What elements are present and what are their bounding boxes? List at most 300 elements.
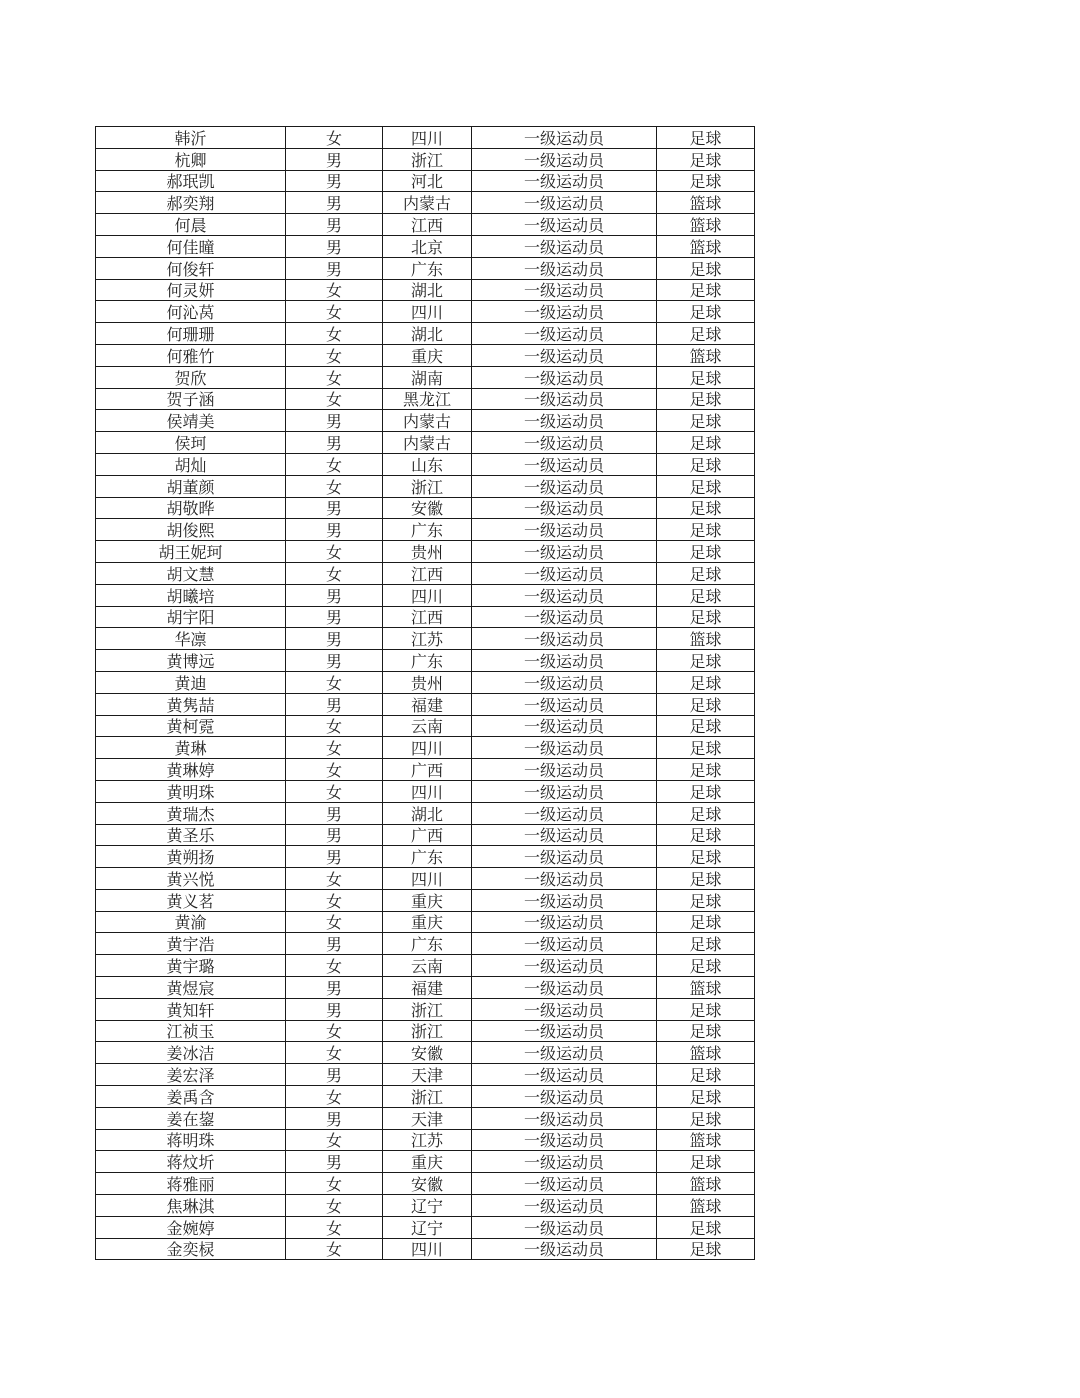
sport-cell: 足球 — [657, 715, 755, 737]
province-cell: 四川 — [383, 301, 472, 323]
athlete-level-cell: 一级运动员 — [472, 1238, 657, 1260]
athlete-name-cell: 黄隽喆 — [96, 693, 286, 715]
athlete-level-cell: 一级运动员 — [472, 889, 657, 911]
athlete-name-cell: 胡俊熙 — [96, 519, 286, 541]
sport-cell: 足球 — [657, 497, 755, 519]
province-cell: 天津 — [383, 1064, 472, 1086]
table-row — [96, 606, 755, 628]
table-row — [96, 933, 755, 955]
table-row — [96, 1238, 755, 1260]
athlete-level-cell: 一级运动员 — [472, 170, 657, 192]
sport-cell: 足球 — [657, 148, 755, 170]
gender-cell: 女 — [286, 127, 383, 149]
table-row — [96, 693, 755, 715]
athlete-name-cell: 黄明珠 — [96, 780, 286, 802]
sport-cell: 足球 — [657, 693, 755, 715]
athlete-name-cell: 黄迪 — [96, 671, 286, 693]
gender-cell: 男 — [286, 933, 383, 955]
athlete-level-cell: 一级运动员 — [472, 693, 657, 715]
province-cell: 湖南 — [383, 366, 472, 388]
sport-cell: 篮球 — [657, 628, 755, 650]
athlete-level-cell: 一级运动员 — [472, 388, 657, 410]
athlete-level-cell: 一级运动员 — [472, 846, 657, 868]
sport-cell: 足球 — [657, 584, 755, 606]
province-cell: 重庆 — [383, 911, 472, 933]
table-row — [96, 868, 755, 890]
table-row — [96, 453, 755, 475]
gender-cell: 男 — [286, 693, 383, 715]
table-row — [96, 759, 755, 781]
athlete-name-cell: 郝珉凯 — [96, 170, 286, 192]
gender-cell: 男 — [286, 1107, 383, 1129]
athlete-name-cell: 韩沂 — [96, 127, 286, 149]
table-row — [96, 235, 755, 257]
province-cell: 湖北 — [383, 802, 472, 824]
athlete-level-cell: 一级运动员 — [472, 933, 657, 955]
table-row — [96, 1173, 755, 1195]
gender-cell: 女 — [286, 1195, 383, 1217]
table-row — [96, 148, 755, 170]
province-cell: 广东 — [383, 650, 472, 672]
province-cell: 广东 — [383, 257, 472, 279]
sport-cell: 足球 — [657, 1238, 755, 1260]
athlete-level-cell: 一级运动员 — [472, 977, 657, 999]
gender-cell: 女 — [286, 301, 383, 323]
province-cell: 湖北 — [383, 323, 472, 345]
athlete-roster-table — [95, 126, 755, 1260]
province-cell: 湖北 — [383, 279, 472, 301]
athlete-name-cell: 蒋雅丽 — [96, 1173, 286, 1195]
table-row — [96, 410, 755, 432]
province-cell: 四川 — [383, 737, 472, 759]
province-cell: 江西 — [383, 562, 472, 584]
sport-cell: 足球 — [657, 933, 755, 955]
gender-cell: 男 — [286, 650, 383, 672]
gender-cell: 男 — [286, 148, 383, 170]
athlete-name-cell: 胡曦培 — [96, 584, 286, 606]
province-cell: 江西 — [383, 214, 472, 236]
gender-cell: 女 — [286, 1129, 383, 1151]
gender-cell: 女 — [286, 911, 383, 933]
athlete-level-cell: 一级运动员 — [472, 955, 657, 977]
athlete-level-cell: 一级运动员 — [472, 911, 657, 933]
sport-cell: 足球 — [657, 170, 755, 192]
table-row — [96, 1195, 755, 1217]
athlete-name-cell: 侯靖美 — [96, 410, 286, 432]
province-cell: 广东 — [383, 846, 472, 868]
province-cell: 安徽 — [383, 1042, 472, 1064]
sport-cell: 足球 — [657, 1216, 755, 1238]
athlete-name-cell: 金奕棂 — [96, 1238, 286, 1260]
athlete-name-cell: 何佳曈 — [96, 235, 286, 257]
gender-cell: 女 — [286, 715, 383, 737]
athlete-name-cell: 黄博远 — [96, 650, 286, 672]
sport-cell: 足球 — [657, 868, 755, 890]
table-row — [96, 889, 755, 911]
gender-cell: 女 — [286, 1042, 383, 1064]
gender-cell: 女 — [286, 366, 383, 388]
sport-cell: 足球 — [657, 824, 755, 846]
athlete-name-cell: 蒋炆圻 — [96, 1151, 286, 1173]
sport-cell: 篮球 — [657, 1129, 755, 1151]
sport-cell: 足球 — [657, 541, 755, 563]
athlete-level-cell: 一级运动员 — [472, 323, 657, 345]
table-row — [96, 998, 755, 1020]
gender-cell: 男 — [286, 606, 383, 628]
athlete-level-cell: 一级运动员 — [472, 214, 657, 236]
gender-cell: 女 — [286, 344, 383, 366]
table-row — [96, 497, 755, 519]
athlete-name-cell: 胡灿 — [96, 453, 286, 475]
table-row — [96, 432, 755, 454]
sport-cell: 足球 — [657, 1086, 755, 1108]
province-cell: 广东 — [383, 933, 472, 955]
sport-cell: 足球 — [657, 759, 755, 781]
athlete-level-cell: 一级运动员 — [472, 1020, 657, 1042]
province-cell: 云南 — [383, 715, 472, 737]
gender-cell: 男 — [286, 214, 383, 236]
province-cell: 四川 — [383, 868, 472, 890]
sport-cell: 足球 — [657, 432, 755, 454]
province-cell: 重庆 — [383, 1151, 472, 1173]
athlete-level-cell: 一级运动员 — [472, 671, 657, 693]
athlete-name-cell: 江祯玉 — [96, 1020, 286, 1042]
province-cell: 重庆 — [383, 889, 472, 911]
athlete-level-cell: 一级运动员 — [472, 257, 657, 279]
gender-cell: 男 — [286, 802, 383, 824]
table-row — [96, 475, 755, 497]
province-cell: 安徽 — [383, 497, 472, 519]
province-cell: 广东 — [383, 519, 472, 541]
gender-cell: 女 — [286, 780, 383, 802]
province-cell: 辽宁 — [383, 1195, 472, 1217]
province-cell: 贵州 — [383, 541, 472, 563]
athlete-level-cell: 一级运动员 — [472, 1129, 657, 1151]
athlete-level-cell: 一级运动员 — [472, 606, 657, 628]
table-row — [96, 671, 755, 693]
athlete-name-cell: 郝奕翔 — [96, 192, 286, 214]
sport-cell: 足球 — [657, 911, 755, 933]
sport-cell: 足球 — [657, 323, 755, 345]
gender-cell: 女 — [286, 1238, 383, 1260]
gender-cell: 男 — [286, 628, 383, 650]
athlete-name-cell: 黄煜宸 — [96, 977, 286, 999]
athlete-name-cell: 何沁莴 — [96, 301, 286, 323]
table-row — [96, 737, 755, 759]
athlete-name-cell: 何雅竹 — [96, 344, 286, 366]
sport-cell: 足球 — [657, 127, 755, 149]
table-row — [96, 911, 755, 933]
gender-cell: 女 — [286, 955, 383, 977]
province-cell: 内蒙古 — [383, 432, 472, 454]
province-cell: 天津 — [383, 1107, 472, 1129]
province-cell: 黑龙江 — [383, 388, 472, 410]
table-row — [96, 1042, 755, 1064]
table-row — [96, 780, 755, 802]
province-cell: 内蒙古 — [383, 192, 472, 214]
athlete-level-cell: 一级运动员 — [472, 1107, 657, 1129]
gender-cell: 男 — [286, 977, 383, 999]
table-row — [96, 1216, 755, 1238]
gender-cell: 女 — [286, 323, 383, 345]
table-row — [96, 650, 755, 672]
sport-cell: 足球 — [657, 366, 755, 388]
athlete-name-cell: 黄知轩 — [96, 998, 286, 1020]
province-cell: 四川 — [383, 127, 472, 149]
athlete-name-cell: 何灵妍 — [96, 279, 286, 301]
table-row — [96, 301, 755, 323]
gender-cell: 女 — [286, 1020, 383, 1042]
province-cell: 内蒙古 — [383, 410, 472, 432]
athlete-name-cell: 蒋明珠 — [96, 1129, 286, 1151]
province-cell: 四川 — [383, 1238, 472, 1260]
gender-cell: 男 — [286, 235, 383, 257]
athlete-name-cell: 何晨 — [96, 214, 286, 236]
athlete-level-cell: 一级运动员 — [472, 475, 657, 497]
sport-cell: 足球 — [657, 1151, 755, 1173]
athlete-level-cell: 一级运动员 — [472, 780, 657, 802]
sport-cell: 篮球 — [657, 977, 755, 999]
athlete-name-cell: 黄宇浩 — [96, 933, 286, 955]
athlete-level-cell: 一级运动员 — [472, 562, 657, 584]
gender-cell: 女 — [286, 868, 383, 890]
athlete-level-cell: 一级运动员 — [472, 1064, 657, 1086]
sport-cell: 篮球 — [657, 192, 755, 214]
athlete-name-cell: 黄圣乐 — [96, 824, 286, 846]
athlete-level-cell: 一级运动员 — [472, 1173, 657, 1195]
athlete-name-cell: 黄琳 — [96, 737, 286, 759]
sport-cell: 足球 — [657, 671, 755, 693]
athlete-level-cell: 一级运动员 — [472, 301, 657, 323]
sport-cell: 足球 — [657, 606, 755, 628]
table-row — [96, 802, 755, 824]
athlete-level-cell: 一级运动员 — [472, 802, 657, 824]
table-row — [96, 1086, 755, 1108]
sport-cell: 足球 — [657, 519, 755, 541]
gender-cell: 男 — [286, 519, 383, 541]
athlete-level-cell: 一级运动员 — [472, 410, 657, 432]
table-row — [96, 1107, 755, 1129]
gender-cell: 女 — [286, 759, 383, 781]
sport-cell: 足球 — [657, 846, 755, 868]
province-cell: 浙江 — [383, 475, 472, 497]
province-cell: 江苏 — [383, 628, 472, 650]
athlete-name-cell: 姜禹含 — [96, 1086, 286, 1108]
sport-cell: 足球 — [657, 998, 755, 1020]
athlete-name-cell: 姜冰洁 — [96, 1042, 286, 1064]
athlete-name-cell: 胡王妮珂 — [96, 541, 286, 563]
province-cell: 江西 — [383, 606, 472, 628]
table-row — [96, 1020, 755, 1042]
athlete-name-cell: 黄兴悦 — [96, 868, 286, 890]
sport-cell: 足球 — [657, 388, 755, 410]
athlete-name-cell: 黄义茗 — [96, 889, 286, 911]
gender-cell: 男 — [286, 170, 383, 192]
table-row — [96, 628, 755, 650]
table-row — [96, 1129, 755, 1151]
sport-cell: 篮球 — [657, 214, 755, 236]
athlete-level-cell: 一级运动员 — [472, 279, 657, 301]
gender-cell: 女 — [286, 388, 383, 410]
athlete-level-cell: 一级运动员 — [472, 497, 657, 519]
table-row — [96, 955, 755, 977]
sport-cell: 足球 — [657, 410, 755, 432]
table-row — [96, 824, 755, 846]
province-cell: 四川 — [383, 584, 472, 606]
gender-cell: 男 — [286, 584, 383, 606]
table-row — [96, 541, 755, 563]
province-cell: 浙江 — [383, 998, 472, 1020]
athlete-level-cell: 一级运动员 — [472, 344, 657, 366]
table-row — [96, 127, 755, 149]
gender-cell: 女 — [286, 453, 383, 475]
athlete-name-cell: 姜宏泽 — [96, 1064, 286, 1086]
athlete-name-cell: 黄琳婷 — [96, 759, 286, 781]
sport-cell: 足球 — [657, 475, 755, 497]
sport-cell: 篮球 — [657, 1042, 755, 1064]
table-row — [96, 344, 755, 366]
province-cell: 云南 — [383, 955, 472, 977]
sport-cell: 足球 — [657, 301, 755, 323]
table-row — [96, 366, 755, 388]
province-cell: 浙江 — [383, 1086, 472, 1108]
sport-cell: 足球 — [657, 1064, 755, 1086]
sport-cell: 足球 — [657, 1107, 755, 1129]
gender-cell: 女 — [286, 889, 383, 911]
gender-cell: 女 — [286, 541, 383, 563]
athlete-level-cell: 一级运动员 — [472, 366, 657, 388]
gender-cell: 男 — [286, 846, 383, 868]
table-row — [96, 846, 755, 868]
gender-cell: 男 — [286, 1151, 383, 1173]
athlete-name-cell: 侯珂 — [96, 432, 286, 454]
sport-cell: 足球 — [657, 802, 755, 824]
athlete-level-cell: 一级运动员 — [472, 148, 657, 170]
athlete-name-cell: 贺欣 — [96, 366, 286, 388]
athlete-level-cell: 一级运动员 — [472, 1195, 657, 1217]
athlete-name-cell: 黄渝 — [96, 911, 286, 933]
gender-cell: 女 — [286, 1173, 383, 1195]
athlete-name-cell: 何珊珊 — [96, 323, 286, 345]
sport-cell: 篮球 — [657, 344, 755, 366]
athlete-name-cell: 华凛 — [96, 628, 286, 650]
gender-cell: 女 — [286, 562, 383, 584]
table-row — [96, 1151, 755, 1173]
gender-cell: 女 — [286, 475, 383, 497]
gender-cell: 男 — [286, 257, 383, 279]
athlete-level-cell: 一级运动员 — [472, 192, 657, 214]
athlete-name-cell: 胡董颜 — [96, 475, 286, 497]
gender-cell: 男 — [286, 432, 383, 454]
athlete-name-cell: 胡敬晔 — [96, 497, 286, 519]
table-row — [96, 388, 755, 410]
athlete-level-cell: 一级运动员 — [472, 1216, 657, 1238]
sport-cell: 足球 — [657, 562, 755, 584]
athlete-name-cell: 杭卿 — [96, 148, 286, 170]
province-cell: 广西 — [383, 824, 472, 846]
sport-cell: 篮球 — [657, 235, 755, 257]
athlete-name-cell: 黄朔扬 — [96, 846, 286, 868]
athlete-name-cell: 何俊轩 — [96, 257, 286, 279]
province-cell: 福建 — [383, 693, 472, 715]
sport-cell: 足球 — [657, 279, 755, 301]
table-row — [96, 257, 755, 279]
province-cell: 重庆 — [383, 344, 472, 366]
table-row — [96, 715, 755, 737]
gender-cell: 男 — [286, 998, 383, 1020]
table-row — [96, 279, 755, 301]
athlete-level-cell: 一级运动员 — [472, 759, 657, 781]
athlete-level-cell: 一级运动员 — [472, 1086, 657, 1108]
athlete-name-cell: 胡文慧 — [96, 562, 286, 584]
sport-cell: 篮球 — [657, 1173, 755, 1195]
sport-cell: 篮球 — [657, 1195, 755, 1217]
sport-cell: 足球 — [657, 955, 755, 977]
gender-cell: 女 — [286, 279, 383, 301]
sport-cell: 足球 — [657, 257, 755, 279]
athlete-level-cell: 一级运动员 — [472, 584, 657, 606]
table-row — [96, 977, 755, 999]
athlete-level-cell: 一级运动员 — [472, 715, 657, 737]
sport-cell: 足球 — [657, 889, 755, 911]
table-row — [96, 323, 755, 345]
athlete-level-cell: 一级运动员 — [472, 432, 657, 454]
province-cell: 山东 — [383, 453, 472, 475]
table-row — [96, 214, 755, 236]
gender-cell: 男 — [286, 410, 383, 432]
sport-cell: 足球 — [657, 780, 755, 802]
sport-cell: 足球 — [657, 737, 755, 759]
athlete-level-cell: 一级运动员 — [472, 1151, 657, 1173]
sport-cell: 足球 — [657, 453, 755, 475]
athlete-level-cell: 一级运动员 — [472, 127, 657, 149]
gender-cell: 男 — [286, 497, 383, 519]
province-cell: 贵州 — [383, 671, 472, 693]
gender-cell: 男 — [286, 824, 383, 846]
athlete-name-cell: 金婉婷 — [96, 1216, 286, 1238]
athlete-level-cell: 一级运动员 — [472, 519, 657, 541]
gender-cell: 男 — [286, 192, 383, 214]
athlete-level-cell: 一级运动员 — [472, 541, 657, 563]
athlete-name-cell: 黄瑞杰 — [96, 802, 286, 824]
athlete-name-cell: 焦琳淇 — [96, 1195, 286, 1217]
athlete-level-cell: 一级运动员 — [472, 235, 657, 257]
athlete-name-cell: 姜在鋆 — [96, 1107, 286, 1129]
province-cell: 福建 — [383, 977, 472, 999]
roster-table-body — [96, 127, 755, 1260]
athlete-level-cell: 一级运动员 — [472, 824, 657, 846]
athlete-level-cell: 一级运动员 — [472, 628, 657, 650]
province-cell: 四川 — [383, 780, 472, 802]
table-row — [96, 562, 755, 584]
athlete-level-cell: 一级运动员 — [472, 998, 657, 1020]
province-cell: 河北 — [383, 170, 472, 192]
table-row — [96, 519, 755, 541]
province-cell: 辽宁 — [383, 1216, 472, 1238]
gender-cell: 女 — [286, 1086, 383, 1108]
gender-cell: 女 — [286, 737, 383, 759]
province-cell: 浙江 — [383, 1020, 472, 1042]
gender-cell: 女 — [286, 1216, 383, 1238]
table-row — [96, 170, 755, 192]
athlete-name-cell: 胡宇阳 — [96, 606, 286, 628]
province-cell: 广西 — [383, 759, 472, 781]
athlete-level-cell: 一级运动员 — [472, 650, 657, 672]
athlete-level-cell: 一级运动员 — [472, 453, 657, 475]
table-row — [96, 584, 755, 606]
table-row — [96, 192, 755, 214]
table-row — [96, 1064, 755, 1086]
